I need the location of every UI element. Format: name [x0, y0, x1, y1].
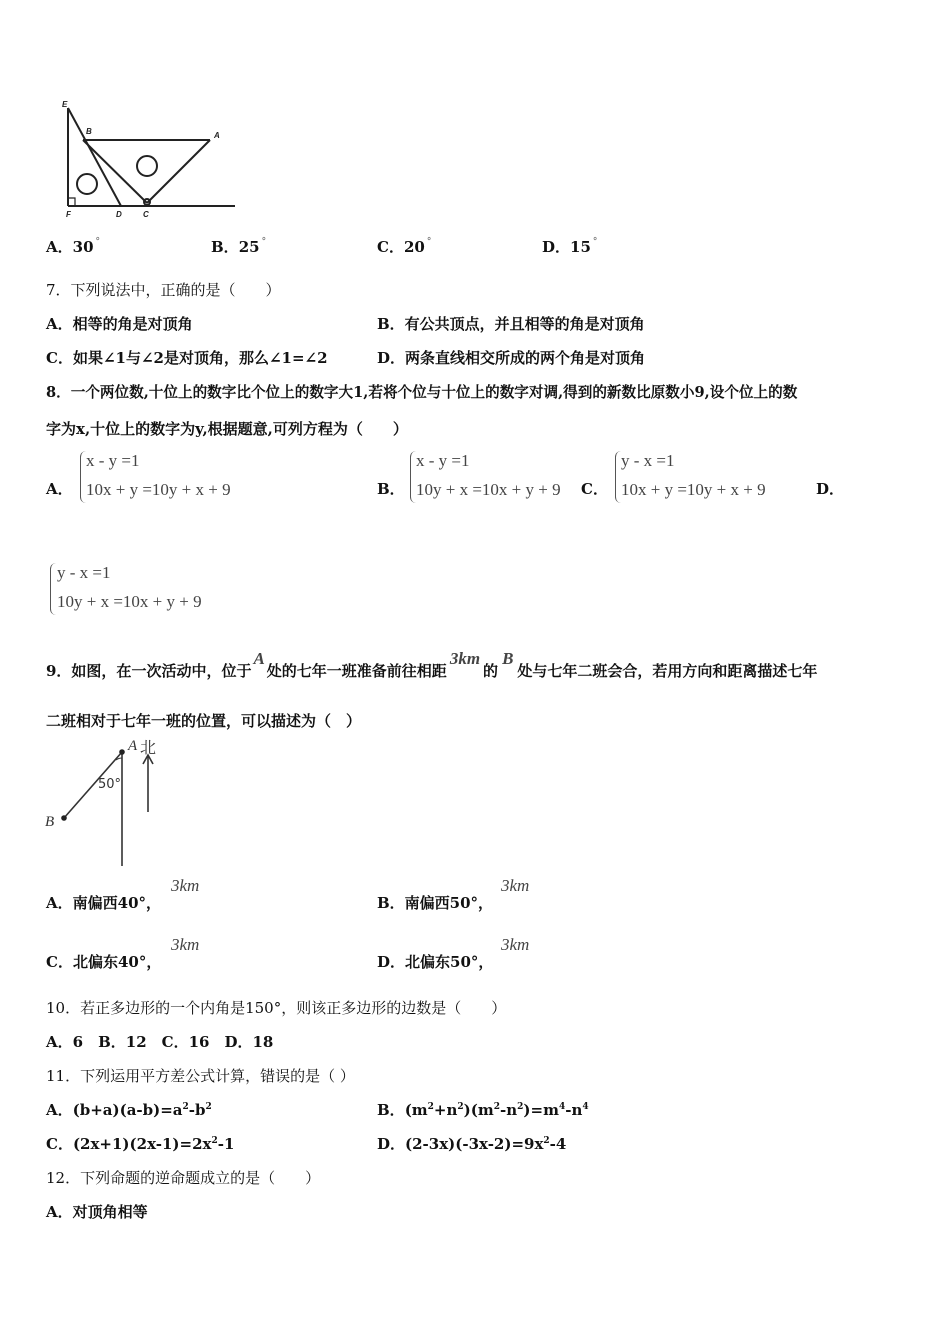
q9-option-d[interactable]: D．北偏东50°， — [377, 953, 494, 971]
q10-stem: 10．若正多边形的一个内角是150°，则该正多边形的边数是（ ） — [46, 999, 507, 1017]
q7-stem: 7．下列说法中，正确的是（ ） — [46, 281, 281, 299]
q8-option-b-eq2: 10y + x =10x + y + 9 — [416, 480, 561, 499]
q9-point-a: A — [253, 649, 265, 668]
q9-distance: 3km — [449, 649, 481, 668]
direction-figure — [40, 738, 170, 868]
q9-point-b: B — [502, 649, 514, 668]
label-a: A — [214, 131, 220, 140]
q7-option-b[interactable]: B．有公共顶点，并且相等的角是对顶角 — [377, 315, 645, 333]
q11-option-d[interactable]: D．$(2-3x)(-3x-2)=9x^2-4$ — [377, 1135, 567, 1153]
q11-option-b[interactable]: B．$(m^2+n^2)(m^2-n^2)=m^4-n^4$ — [377, 1101, 589, 1119]
circle-left — [77, 174, 97, 194]
triangle-figure — [55, 98, 240, 220]
q8-option-c-eq1: y - x =1 — [621, 451, 675, 470]
q8-stem-line2: 字为x,十位上的数字为y,根据题意,可列方程为（ ） — [46, 420, 408, 438]
q8-option-c-eq2: 10x + y =10y + x + 9 — [621, 480, 766, 499]
q11-option-a[interactable]: A．$(b+a)(a-b)=a^2-b^2$ — [46, 1101, 212, 1119]
q7-option-d[interactable]: D．两条直线相交所成的两个角是对顶角 — [377, 349, 646, 367]
q8-option-d-eq1: y - x =1 — [57, 563, 111, 582]
q8-option-d-letter[interactable]: D． — [816, 480, 845, 498]
fig-angle-label: 50° — [98, 777, 122, 792]
q9-option-a[interactable]: A．南偏西40°， — [46, 894, 162, 912]
q12-option-a[interactable]: A．对顶角相等 — [46, 1203, 148, 1221]
q9-option-b[interactable]: B．南偏西50°， — [377, 894, 494, 912]
q8-stem-line1: 8．一个两位数,十位上的数字比个位上的数字大1,若将个位与十位上的数字对调,得到的新数比原数小9,设个位上的数 — [46, 384, 798, 401]
q9-option-c[interactable]: C．北偏东40°， — [46, 953, 162, 971]
q9-option-d-dist: 3km — [501, 935, 530, 954]
q8-option-c-letter[interactable]: C． — [581, 480, 608, 498]
point-a-dot — [119, 749, 125, 755]
q6-option-a[interactable]: A．30 ° — [46, 237, 101, 256]
q7-option-c[interactable]: C．如果∠1与∠2是对顶角，那么∠1=∠2 — [46, 349, 328, 367]
q9-option-b-dist: 3km — [501, 876, 530, 895]
q8-option-a-eq1: x - y =1 — [86, 451, 140, 470]
q6-option-c[interactable]: C．20 ° — [377, 237, 432, 256]
label-d: D — [116, 210, 122, 219]
q6-option-d[interactable]: D．15 ° — [542, 237, 598, 256]
fig-label-b: B — [45, 814, 55, 830]
q6-option-b[interactable]: B．25 ° — [211, 237, 267, 256]
q9-stem-line1: 9．如图，在一次活动中，位于A处的七年一班准备前往相距3km的B处与七年二班会合，若用方向和距离描述七年 — [46, 649, 818, 680]
q11-stem: 11．下列运用平方差公式计算，错误的是（ ） — [46, 1067, 355, 1085]
q8-option-b-eq1: x - y =1 — [416, 451, 470, 470]
fig-label-a: A — [128, 738, 138, 754]
q9-option-c-dist: 3km — [171, 935, 200, 954]
point-b-dot — [61, 815, 67, 821]
q10-options[interactable]: A．6 B．12 C．16 D．18 — [46, 1033, 274, 1051]
q8-option-a-eq2: 10x + y =10y + x + 9 — [86, 480, 231, 499]
label-c: C — [143, 210, 149, 219]
circle-right — [137, 156, 157, 176]
q8-option-b-letter[interactable]: B． — [377, 480, 405, 498]
fig-north-label: 北 — [140, 738, 157, 757]
q8-option-d-eq2: 10y + x =10x + y + 9 — [57, 592, 202, 611]
label-b: B — [86, 127, 92, 136]
label-e: E — [62, 100, 68, 109]
q11-option-c[interactable]: C．$(2x+1)(2x-1)=2x^2-1$ — [46, 1135, 235, 1153]
q8-option-a-letter[interactable]: A． — [46, 480, 73, 498]
q12-stem: 12．下列命题的逆命题成立的是（ ） — [46, 1169, 321, 1187]
q9-stem-line2: 二班相对于七年一班的位置，可以描述为（ ） — [46, 712, 362, 730]
label-f: F — [66, 210, 71, 219]
q7-option-a[interactable]: A．相等的角是对顶角 — [46, 315, 193, 333]
q9-option-a-dist: 3km — [171, 876, 200, 895]
right-angle-mark — [68, 198, 75, 206]
